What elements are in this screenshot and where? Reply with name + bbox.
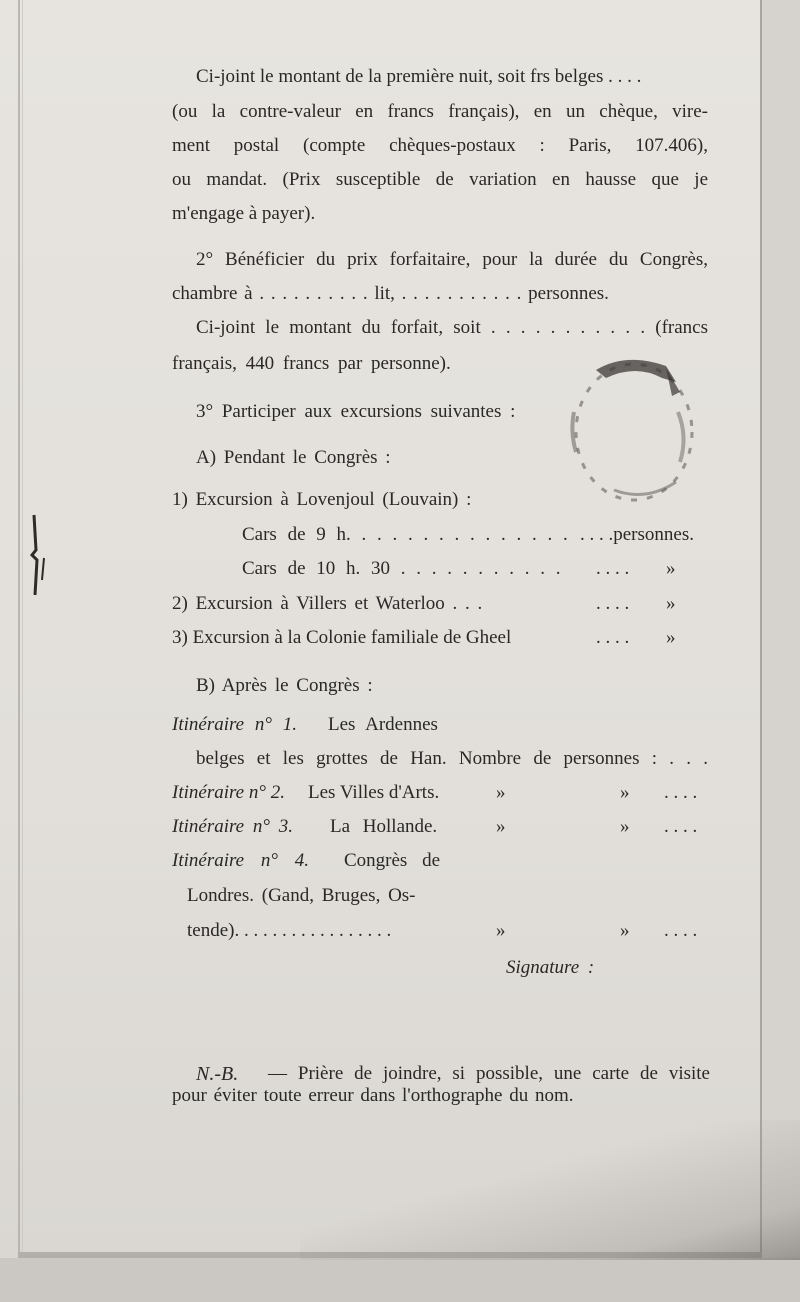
- itinerary-1-label: Itinéraire n° 1.: [172, 714, 297, 735]
- paper-fold-shadow: [300, 1120, 800, 1260]
- itinerary-2-text: Les Villes d'Arts.: [308, 782, 440, 803]
- library-stamp-icon: [566, 352, 694, 502]
- page-left-border: [18, 0, 20, 1260]
- itinerary-1-text: Les Ardennes: [328, 714, 438, 735]
- p1-line-4: ou mandat. (Prix susceptible de variation en hausse que je: [172, 169, 708, 190]
- itinerary-2-tail: . . . .: [664, 782, 698, 803]
- itinerary-2-label: Itinéraire n° 2.: [172, 782, 285, 803]
- ditto-mark: »: [666, 558, 676, 579]
- itinerary-3-tail: . . . .: [664, 816, 698, 837]
- page-edge-shadow: [762, 0, 800, 1302]
- itinerary-4-text: Congrès de: [344, 850, 441, 871]
- ditto-mark: »: [666, 627, 676, 648]
- page-right-border: [760, 0, 762, 1260]
- itinerary-4-continued-1: Londres. (Gand, Bruges, Os-: [187, 885, 416, 906]
- nb-line-1: — Prière de joindre, si possible, une carte de visite: [268, 1063, 710, 1084]
- ditto-mark: »: [666, 593, 676, 614]
- p2-line-2: chambre à . . . . . . . . . . lit, . . . . . . . . . . . personnes.: [172, 283, 609, 304]
- nb-label: N.-B.: [196, 1063, 239, 1085]
- ditto-mark: »: [620, 816, 630, 837]
- p3-excursion-3-tail: . . . .: [596, 627, 630, 648]
- signature-label: Signature :: [506, 957, 595, 978]
- p3-heading: 3° Participer aux excursions suivantes :: [196, 401, 516, 422]
- itinerary-3-label: Itinéraire n° 3.: [172, 816, 293, 837]
- itinerary-4-continued-2: tende). . . . . . . . . . . . . . . . .: [187, 920, 392, 941]
- p1-line-3: ment postal (compte chèques-postaux : Paris, 107.406),: [172, 135, 708, 156]
- p2-line-1: 2° Bénéficier du prix forfaitaire, pour la durée du Congrès,: [196, 249, 708, 270]
- p3-a-heading: A) Pendant le Congrès :: [196, 447, 391, 468]
- p3-excursion-3: 3) Excursion à la Colonie familiale de Gheel: [172, 627, 512, 648]
- itinerary-3-text: La Hollande.: [330, 816, 438, 837]
- p2-line-3: Ci-joint le montant du forfait, soit . . . . . . . . . . . (francs: [196, 317, 708, 338]
- p3-excursion-2-tail: . . . .: [596, 593, 630, 614]
- itinerary-4-label: Itinéraire n° 4.: [172, 850, 309, 871]
- p1-line-1: Ci-joint le montant de la première nuit, soit frs belges . . . .: [196, 66, 642, 87]
- p1-line-5: m'engage à payer).: [172, 203, 316, 224]
- itinerary-4-tail: . . . .: [664, 920, 698, 941]
- ditto-mark: »: [496, 920, 506, 941]
- p3-excursion-1-cars-2: Cars de 10 h. 30 . . . . . . . . . . .: [242, 558, 561, 579]
- page-left-border-inner: [22, 0, 23, 1260]
- ditto-mark: »: [496, 782, 506, 803]
- ditto-mark: »: [496, 816, 506, 837]
- itinerary-1-continued: belges et les grottes de Han. Nombre de personnes : . . .: [196, 748, 708, 769]
- page-bottom-shadow: [0, 1258, 800, 1302]
- ditto-mark: »: [620, 920, 630, 941]
- p3-excursion-1-cars-2-tail: . . . .: [596, 558, 630, 579]
- p3-excursion-1: 1) Excursion à Lovenjoul (Louvain) :: [172, 489, 472, 510]
- binding-mark-icon: [24, 510, 54, 600]
- ditto-mark: »: [620, 782, 630, 803]
- p1-line-2: (ou la contre-valeur en francs français), en un chèque, vire-: [172, 101, 708, 122]
- p2-line-4: français, 440 francs par personne).: [172, 353, 451, 374]
- p3-excursion-1-cars-1: Cars de 9 h. . . . . . . . . . . . . . .: [242, 524, 568, 545]
- p3-excursion-1-cars-1-tail: . . . .personnes.: [580, 524, 694, 545]
- p3-excursion-2: 2) Excursion à Villers et Waterloo . . .: [172, 593, 483, 614]
- p3-b-heading: B) Après le Congrès :: [196, 675, 373, 696]
- nb-line-2: pour éviter toute erreur dans l'orthographe du nom.: [172, 1085, 574, 1106]
